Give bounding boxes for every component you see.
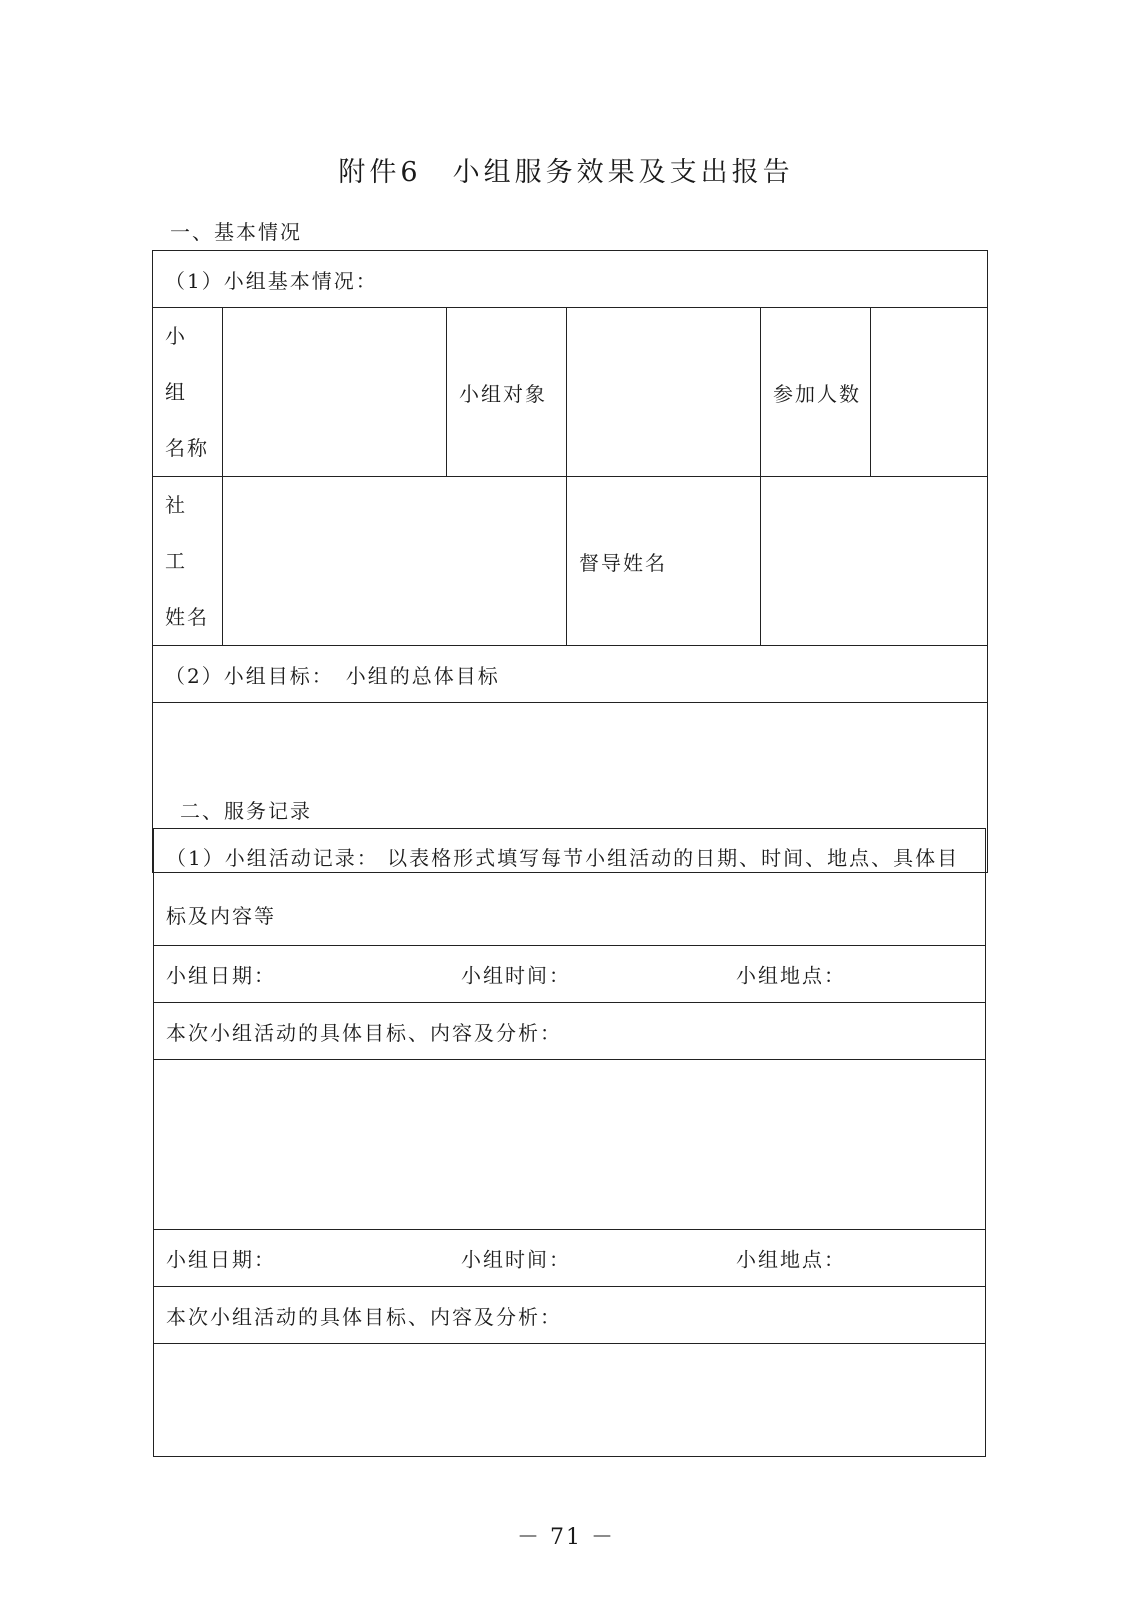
record-analysis-field[interactable]: [154, 1344, 986, 1457]
record-analysis-field[interactable]: [154, 1060, 986, 1230]
supervisor-field[interactable]: [761, 477, 988, 646]
record-date-label: 小组日期：: [166, 963, 276, 988]
activity-record-label: （1）小组活动记录： 以表格形式填写每节小组活动的日期、时间、地点、具体目标及内容等: [154, 829, 986, 946]
basic-info-table: [152, 250, 988, 873]
social-worker-label-line1: 社 工: [165, 493, 187, 573]
record-analysis-label: 本次小组活动的具体目标、内容及分析：: [154, 1003, 986, 1060]
social-worker-field[interactable]: [223, 477, 567, 646]
group-name-label-line2: 名称: [165, 436, 209, 460]
group-name-label: [153, 308, 223, 477]
participants-field[interactable]: [871, 308, 988, 477]
record-time-label: 小组时间：: [461, 963, 571, 988]
record-time-label: 小组时间：: [461, 1247, 571, 1272]
service-records-table: [153, 828, 986, 1457]
record-place-label: 小组地点：: [736, 1247, 846, 1272]
basic-info-label: （1）小组基本情况：: [153, 251, 988, 308]
record-info-row: [154, 946, 986, 1003]
group-target-label: 小组对象: [447, 308, 567, 477]
group-target-field[interactable]: [567, 308, 761, 477]
social-worker-label-line2: 姓名: [165, 605, 209, 629]
group-name-label-line1: 小 组: [165, 324, 187, 404]
participants-label: 参加人数: [761, 308, 871, 477]
record-analysis-label: 本次小组活动的具体目标、内容及分析：: [154, 1287, 986, 1344]
page-title: 附件6 小组服务效果及支出报告: [338, 157, 794, 188]
record-place-label: 小组地点：: [736, 963, 846, 988]
record-info-row: [154, 1230, 986, 1287]
supervisor-label: 督导姓名: [567, 477, 761, 646]
section-heading-basic-info: 一、基本情况: [170, 220, 302, 244]
group-name-field[interactable]: [223, 308, 447, 477]
goal-label: （2）小组目标： 小组的总体目标: [153, 646, 988, 703]
section-heading-service-records: 二、服务记录: [180, 799, 312, 823]
social-worker-label: [153, 477, 223, 646]
page-number: － 71 －: [517, 1525, 615, 1550]
record-date-label: 小组日期：: [166, 1247, 276, 1272]
